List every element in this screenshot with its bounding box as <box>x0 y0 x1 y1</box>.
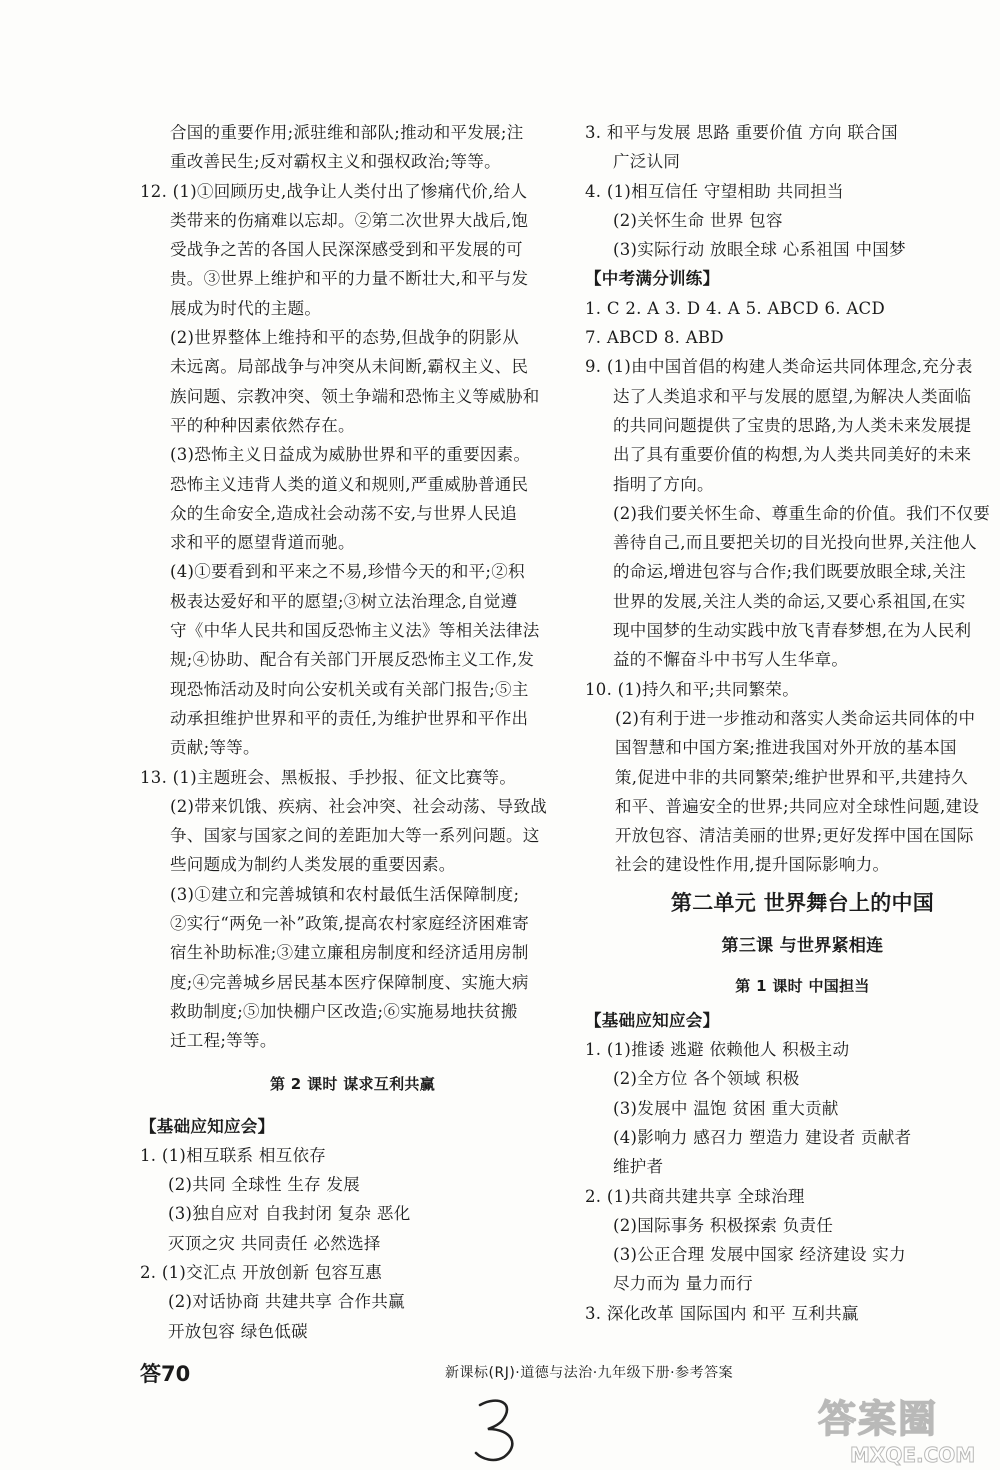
left-column-line: 开放包容 绿色低碳 <box>168 1321 308 1341</box>
right-column-line: (4)影响力 感召力 塑造力 建设者 贡献者 <box>613 1127 912 1147</box>
svg-text:答案圈: 答案圈 <box>818 1397 939 1441</box>
book-title: 新课标(RJ)·道德与法治·九年级下册·参考答案 <box>445 1365 734 1381</box>
left-column-line: 现恐怖活动及时向公安机关或有关部门报告;⑤主 <box>170 679 529 699</box>
right-column-line: 3. 深化改革 国际国内 和平 互利共赢 <box>585 1303 859 1323</box>
right-column-line: (2)我们要关怀生命、尊重生命的价值。我们不仅要 <box>613 503 991 523</box>
left-column-line: (2)共同 全球性 生存 发展 <box>168 1175 361 1195</box>
left-column-line: (4)①要看到和平来之不易,珍惜今天的和平;②积 <box>170 562 525 582</box>
left-column-line: 12. (1)①回顾历史,战争让人类付出了惨痛代价,给人 <box>140 181 528 201</box>
left-column-line: 族问题、宗教冲突、领土争端和恐怖主义等威胁和 <box>170 386 540 406</box>
left-column-line: 贵。③世界上维护和平的力量不断壮大,和平与发 <box>170 269 529 289</box>
left-column-line: (3)①建立和完善城镇和农村最低生活保障制度; <box>170 884 520 904</box>
right-column-line: 第 1 课时 中国担当 <box>735 976 870 995</box>
right-column-line: 4. (1)相互信任 守望相助 共同担当 <box>585 181 844 201</box>
left-column-line: 贡献;等等。 <box>170 738 260 758</box>
right-column-line: (2)全方位 各个领域 积极 <box>613 1069 800 1089</box>
left-column-line: 第 2 课时 谋求互利共赢 <box>269 1074 435 1093</box>
right-column-line: 的命运,增进包容与合作;我们既要放眼全球,关注 <box>613 562 966 582</box>
left-column-line: 求和平的愿望背道而驰。 <box>170 533 355 553</box>
left-column-line: 守《中华人民共和国反恐怖主义法》等相关法律法 <box>170 621 540 641</box>
right-column-line: 第二单元 世界舞台上的中国 <box>670 890 935 915</box>
right-column-line: 现中国梦的生动实践中放飞青春梦想,在为人民利 <box>613 621 972 641</box>
right-column-line: 【中考满分训练】 <box>585 269 720 289</box>
right-column-line: 【基础应知应会】 <box>585 1010 720 1030</box>
left-column-line: 争、国家与国家之间的差距加大等一系列问题。这 <box>170 826 540 846</box>
right-column-line: (2)有利于进一步推动和落实人类命运共同体的中 <box>615 708 976 728</box>
right-column-line: 尽力而为 量力而行 <box>613 1274 753 1294</box>
right-column-line: 益的不懈奋斗中书写人生华章。 <box>613 650 849 670</box>
left-column-line: 些问题成为制约人类发展的重要因素。 <box>170 855 456 875</box>
right-column-line: 善待自己,而且要把关切的目光投向世界,关注他人 <box>613 533 977 553</box>
right-column-line: 出了具有重要价值的构想,为人类共同美好的未来 <box>613 445 972 465</box>
right-column-line: 7. ABCD 8. ABD <box>585 328 724 348</box>
right-column-line: 开放包容、清洁美丽的世界;更好发挥中国在国际 <box>615 826 974 846</box>
right-column-line: 策,促进中非的共同繁荣;维护世界和平,共建持久 <box>615 767 968 787</box>
right-column-line: (3)实际行动 放眼全球 心系祖国 中国梦 <box>613 240 906 260</box>
right-column-line: 维护者 <box>613 1157 664 1177</box>
right-column-line: 9. (1)由中国首倡的构建人类命运共同体理念,充分表 <box>585 357 973 377</box>
watermark-logo <box>810 1388 1000 1470</box>
left-column-line: 未远离。局部战争与冲突从未间断,霸权主义、民 <box>170 357 529 377</box>
right-column-line: (3)发展中 温饱 贫困 重大贡献 <box>613 1098 839 1118</box>
left-column-line: 恐怖主义违背人类的道义和规则,严重威胁普通民 <box>170 474 529 494</box>
left-column-line: 灭顶之灾 共同责任 必然选择 <box>168 1233 381 1253</box>
right-column-line: 1. (1)推诿 逃避 依赖他人 积极主动 <box>585 1040 850 1060</box>
left-column-line: 类带来的伤痛难以忘却。②第二次世界大战后,饱 <box>170 210 529 230</box>
right-column-line: 社会的建设性作用,提升国际影响力。 <box>615 855 890 875</box>
right-column-line: 国智慧和中国方案;推进我国对外开放的基本国 <box>615 738 957 758</box>
left-column-line: 宿生补助标准;③建立廉租房制度和经济适用房制 <box>170 943 529 963</box>
left-column-line: (3)独自应对 自我封闭 复杂 恶化 <box>168 1204 411 1224</box>
svg-text:MXQE.COM: MXQE.COM <box>850 1443 976 1467</box>
left-column-line: 13. (1)主题班会、黑板报、手抄报、征文比赛等。 <box>140 767 517 787</box>
right-column-line: 广泛认同 <box>613 152 681 172</box>
left-column-line: 受战争之苦的各国人民深深感受到和平发展的可 <box>170 240 523 260</box>
right-column-line: 1. C 2. A 3. D 4. A 5. ABCD 6. ACD <box>585 298 886 318</box>
right-column-line: 达了人类追求和平与发展的愿望,为解决人类面临 <box>613 386 972 406</box>
left-column-line: 合国的重要作用;派驻维和部队;推动和平发展;注 <box>170 123 524 142</box>
right-column-line: 的共同问题提供了宝贵的思路,为人类未来发展提 <box>613 415 972 435</box>
right-column-line: 3. 和平与发展 思路 重要价值 方向 联合国 <box>585 123 898 142</box>
right-column-line: 2. (1)共商共建共享 全球治理 <box>585 1186 805 1206</box>
right-column-line: 第三课 与世界紧相连 <box>721 935 884 956</box>
left-column-line: 动承担维护世界和平的责任,为维护世界和平作出 <box>170 708 529 728</box>
left-column-line: 救助制度;⑤加快棚户区改造;⑥实施易地扶贫搬 <box>170 1001 518 1021</box>
page-number: 答70 <box>140 1362 191 1386</box>
right-column-line: (2)国际事务 积极探索 负责任 <box>613 1215 834 1235</box>
page-footer <box>140 1358 1000 1388</box>
right-column-line: 10. (1)持久和平;共同繁荣。 <box>585 679 800 699</box>
right-column <box>585 118 1000 1328</box>
left-column-line: 迁工程;等等。 <box>170 1031 277 1051</box>
right-column-line: 和平、普遍安全的世界;共同应对全球性问题,建设 <box>615 796 980 816</box>
left-column-line: 平的种种因素依然存在。 <box>170 415 355 435</box>
left-column-line: 2. (1)交汇点 开放创新 包容互惠 <box>140 1262 383 1282</box>
right-column-line: (2)关怀生命 世界 包容 <box>613 210 783 230</box>
left-column-line: 规;④协助、配合有关部门开展反恐怖主义工作,发 <box>170 650 535 670</box>
left-column-line: 极表达爱好和平的愿望;③树立法治理念,自觉遵 <box>170 591 518 611</box>
left-column-line: 【基础应知应会】 <box>140 1116 275 1136</box>
left-column-line: 1. (1)相互联系 相互依存 <box>140 1145 327 1165</box>
left-column-line: (2)世界整体上维持和平的态势,但战争的阴影从 <box>170 328 520 348</box>
right-column-line: 指明了方向。 <box>613 474 714 494</box>
right-column-line: (3)公正合理 发展中国家 经济建设 实力 <box>613 1245 906 1265</box>
left-column-line: (3)恐怖主义日益成为威胁世界和平的重要因素。 <box>170 445 531 465</box>
handwritten-number-3 <box>468 1395 528 1465</box>
left-column-line: 重改善民生;反对霸权主义和强权政治;等等。 <box>170 152 501 172</box>
left-column-line: 度;④完善城乡居民基本医疗保障制度、实施大病 <box>170 972 529 992</box>
right-column-line: 世界的发展,关注人类的命运,又要心系祖国,在实 <box>613 591 966 611</box>
left-column-line: (2)带来饥饿、疾病、社会冲突、社会动荡、导致战 <box>170 796 548 816</box>
left-column-line: 众的生命安全,造成社会动荡不安,与世界人民追 <box>170 503 518 523</box>
left-column <box>140 118 565 1346</box>
left-column-line: ②实行“两免一补”政策,提高农村家庭经济困难寄 <box>170 914 530 934</box>
left-column-line: 展成为时代的主题。 <box>170 298 322 318</box>
left-column-line: (2)对话协商 共建共享 合作共赢 <box>168 1292 405 1312</box>
